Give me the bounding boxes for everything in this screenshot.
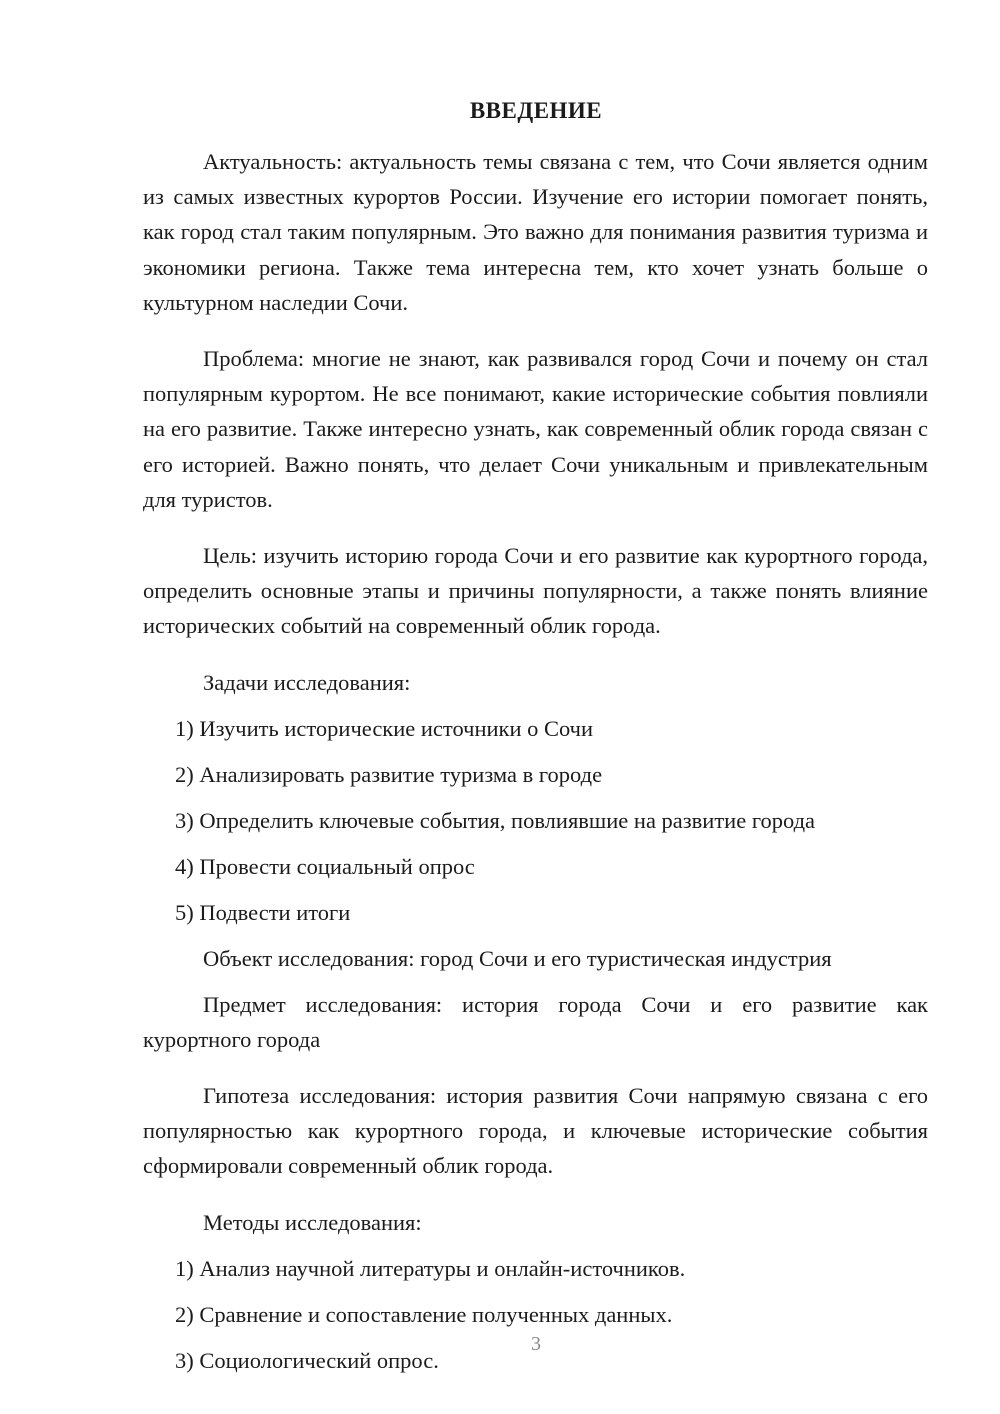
task-item: 1) Изучить исторические источники о Сочи <box>175 715 594 741</box>
method-item: 1) Анализ научной литературы и онлайн-источников. <box>175 1255 686 1281</box>
page-title: ВВЕДЕНИЕ <box>469 98 603 123</box>
method-item: 3) Социологический опрос. <box>175 1347 439 1373</box>
task-item: 2) Анализировать развитие туризма в городе <box>175 761 603 787</box>
task-item: 5) Подвести итоги <box>175 899 351 925</box>
goal-paragraph: Цель: изучить историю города Сочи и его развитие как курортного города, определить основные этапы и причины популярности, а также понять влияние исторических событий на современный облик города. <box>143 543 928 639</box>
task-item: 4) Провести социальный опрос <box>175 853 475 879</box>
research-subject: Предмет исследования: история города Сочи и его развитие как курортного города <box>143 991 928 1052</box>
tasks-heading: Задачи исследования: <box>203 669 411 695</box>
page-number: 3 <box>531 1333 541 1355</box>
research-object: Объект исследования: город Сочи и его туристическая индустрия <box>203 945 832 971</box>
task-item: 3) Определить ключевые события, повлиявшие на развитие города <box>175 807 816 833</box>
methods-heading: Методы исследования: <box>203 1209 422 1235</box>
problem-paragraph: Проблема: многие не знают, как развивался город Сочи и почему он стал популярным курортом. Не все понимают, какие исторические события повлияли на его развитие. Также интересно узнать, как современный облик города связан с его историей. Важно понять, что делает Сочи уникальным и привлекательным для туристов. <box>143 346 928 512</box>
research-hypothesis: Гипотеза исследования: история развития Сочи напрямую связана с его популярностью как курортного города, и ключевые исторические события сформировали современный облик города. <box>143 1083 928 1179</box>
actuality-paragraph: Актуальность: актуальность темы связана с тем, что Сочи является одним из самых известных курортов России. Изучение его истории помогает понять, как город стал таким популярным. Это важно для понимания развития туризма и экономики региона. Также тема интересна тем, кто хочет узнать больше о культурном наследии Сочи. <box>143 149 928 315</box>
method-item: 2) Сравнение и сопоставление полученных данных. <box>175 1301 673 1327</box>
document-body <box>143 144 928 1389</box>
